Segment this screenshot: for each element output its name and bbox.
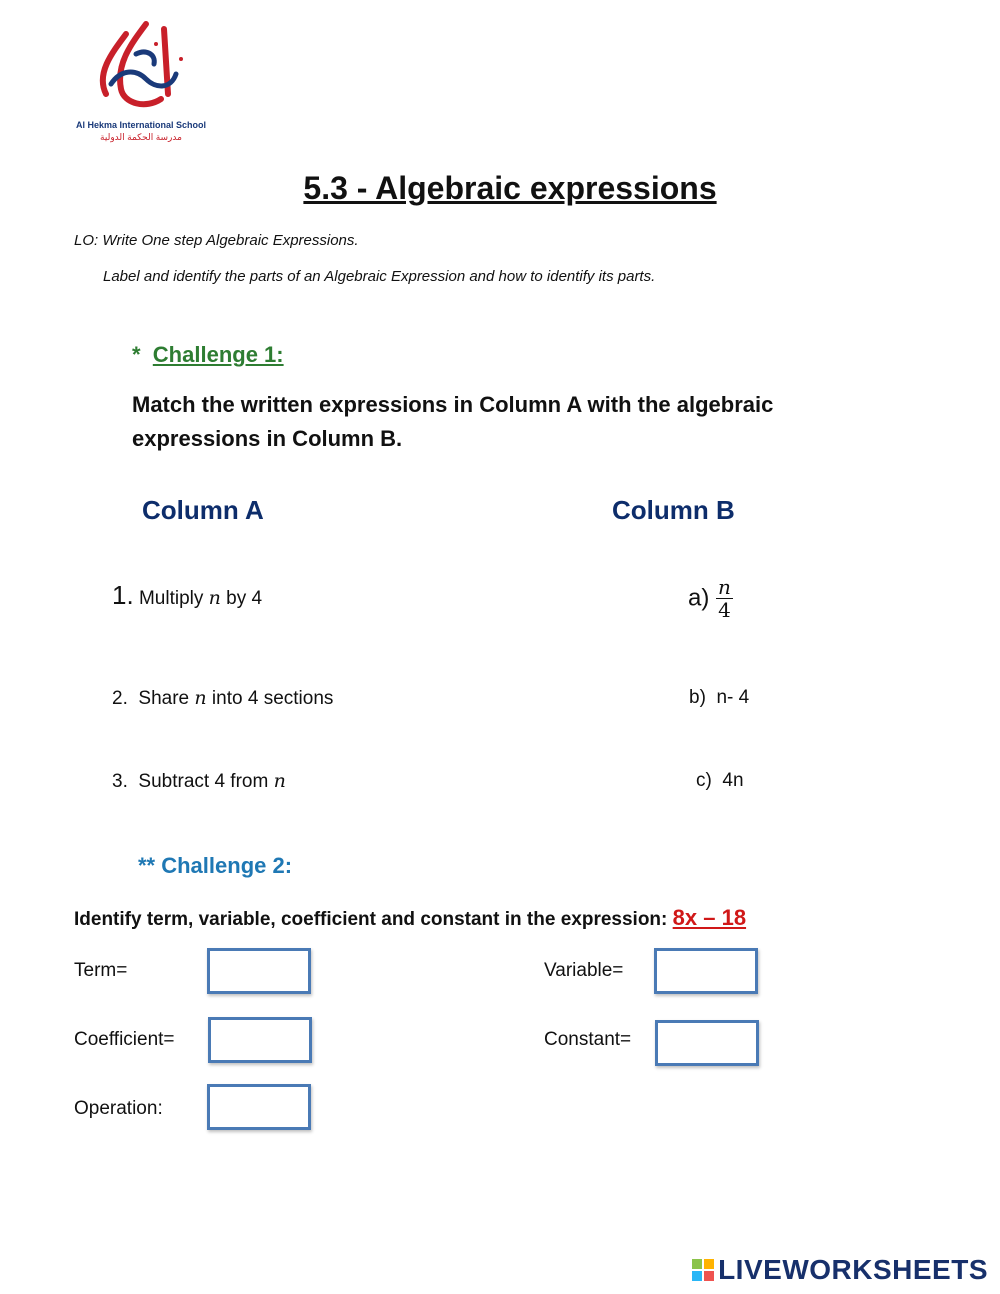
challenge-1-label: Challenge 1: — [152, 342, 284, 367]
item-number: 2. — [112, 688, 128, 709]
coefficient-label: Coefficient= — [74, 1029, 175, 1050]
target-expression: 8x – 18 — [672, 905, 747, 930]
liveworksheets-logo-icon — [692, 1259, 714, 1281]
challenge-2-heading: ** Challenge 2: — [138, 853, 293, 878]
fraction-numerator: n — [718, 575, 731, 599]
column-b-item-a[interactable] — [688, 576, 733, 621]
term-label: Term= — [74, 960, 128, 981]
column-a-item-2[interactable] — [112, 687, 333, 710]
item-variable: n — [273, 770, 286, 792]
page-title: 5.3 - Algebraic expressions — [303, 170, 717, 206]
variable-label: Variable= — [544, 960, 624, 981]
coefficient-answer-box[interactable] — [208, 1017, 312, 1063]
variable-answer-box[interactable] — [654, 948, 758, 994]
challenge-1-heading — [132, 342, 284, 368]
learning-objective-2: Label and identify the parts of an Algebraic Expression and how to identify its parts. — [103, 268, 656, 285]
item-letter: a) — [688, 584, 710, 612]
logo-caption-arabic: مدرسة الحكمة الدولية — [100, 132, 182, 142]
operation-input[interactable] — [210, 1087, 308, 1127]
item-text: n- 4 — [716, 687, 750, 708]
constant-label: Constant= — [544, 1029, 632, 1050]
fraction-n-over-4 — [716, 576, 733, 621]
column-a-item-3[interactable] — [112, 770, 286, 793]
item-variable: n — [194, 687, 207, 709]
challenge-1-star: * — [132, 342, 141, 367]
constant-answer-box[interactable] — [655, 1020, 759, 1066]
item-text-post: by 4 — [220, 588, 263, 609]
column-b-item-c[interactable] — [696, 770, 744, 792]
column-b-header: Column B — [612, 495, 735, 525]
logo-caption-english: Al Hekma International School — [76, 120, 207, 130]
brand-text: LIVEWORKSHEETS — [718, 1254, 988, 1285]
item-text-pre: Multiply — [138, 588, 209, 609]
constant-input[interactable] — [658, 1023, 756, 1063]
column-a-header: Column A — [142, 495, 264, 525]
learning-objective-1: LO: Write One step Algebraic Expressions. — [74, 232, 359, 249]
challenge-2-instruction — [74, 905, 746, 931]
item-letter: c) — [696, 770, 712, 791]
column-a-item-1[interactable] — [112, 580, 262, 611]
item-number: 1. — [112, 580, 134, 610]
item-letter: b) — [689, 687, 706, 708]
coefficient-input[interactable] — [211, 1020, 309, 1060]
variable-input[interactable] — [657, 951, 755, 991]
item-text: 4n — [722, 770, 744, 791]
term-answer-box[interactable] — [207, 948, 311, 994]
column-b-item-b[interactable] — [689, 687, 749, 709]
operation-answer-box[interactable] — [207, 1084, 311, 1130]
fraction-denominator: 4 — [718, 598, 731, 622]
item-text-pre: Subtract 4 from — [138, 771, 274, 792]
operation-label: Operation: — [74, 1098, 163, 1119]
liveworksheets-brand — [692, 1254, 988, 1286]
item-number: 3. — [112, 771, 128, 792]
term-input[interactable] — [210, 951, 308, 991]
item-variable: n — [208, 587, 221, 609]
item-text-post: into 4 sections — [206, 688, 334, 709]
item-text-pre: Share — [138, 688, 195, 709]
challenge-1-instructions: Match the written expressions in Column A with the algebraic expressions in Column B. — [132, 392, 774, 451]
instruction-text: Identify term, variable, coefficient and constant in the expression: — [74, 909, 668, 930]
